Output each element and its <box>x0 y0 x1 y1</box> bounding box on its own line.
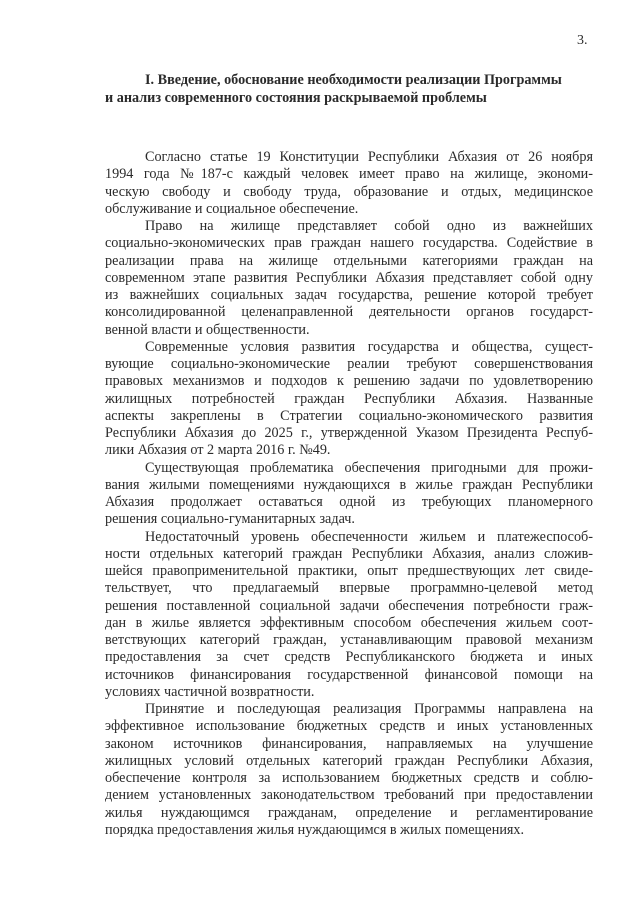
heading-line: и анализ современного состояния раскрываемой проблемы <box>105 90 487 106</box>
text-line: Существующая проблематика обеспечения пригодными для прожи- <box>145 459 593 476</box>
text-line: эффективное использование бюджетных средств и иных установленных <box>105 718 593 735</box>
text-line: вующие социально-экономические реалии требуют совершенствования <box>105 356 593 372</box>
text-line: жилья нуждающимся гражданам, определение и регламентирование <box>105 804 593 821</box>
text-line: дан в жилье является эффективным способом обеспечения жильем соот- <box>105 614 593 631</box>
paragraph <box>105 218 593 339</box>
text-line: тельствует, что предлагаемый впервые программно-целевой метод <box>105 580 593 597</box>
text-line: Принятие и последующая реализация Программы направлена на <box>145 701 593 717</box>
text-line: венной власти и общественности. <box>105 321 310 338</box>
text-line: шейся правоприменительной практики, опыт предшествующих лет свиде- <box>105 563 593 579</box>
text-line: предоставления за счет средств Республиканского бюджета и иных <box>105 649 593 666</box>
paragraph <box>105 701 593 839</box>
heading-line: I. Введение, обоснование необходимости реализации Программы <box>145 72 562 88</box>
text-line: Согласно статье 19 Конституции Республики Абхазия от 26 ноября <box>145 149 593 165</box>
text-line: из важнейших социальных задач государства, решение которой требует <box>105 287 593 303</box>
text-line: дением установленных законодательством требований при предоставлении <box>105 787 593 804</box>
text-line: аспекты закреплены в Стратегии социально-экономического развития <box>105 407 593 424</box>
text-line: решения поставленной социальной задачи обеспечения потребности граж- <box>105 597 593 614</box>
text-line: решения социально-гуманитарных задач. <box>105 511 355 528</box>
paragraph <box>105 339 593 460</box>
text-line: Абхазия продолжает оставаться одной из требующих планомерного <box>105 494 593 510</box>
section-heading <box>105 71 593 107</box>
page-number: 3. <box>577 33 588 48</box>
text-line: лики Абхазия от 2 марта 2016 г. №49. <box>105 442 331 459</box>
text-line: условиях частичной возвратности. <box>105 683 315 700</box>
text-line: вания жилыми помещениями нуждающихся в жилье граждан Республики <box>105 476 593 493</box>
text-line: реализации права на жилище отдельными категориями граждан на <box>105 252 593 269</box>
text-line: источников финансирования государственной финансовой помощи на <box>105 666 593 683</box>
text-line: ветствующих категорий граждан, устанавливающим правовой механизм <box>105 632 593 648</box>
text-line: жилищных условий отдельных категорий граждан Республики Абхазия, <box>105 752 593 769</box>
text-line: ческую свободу и свободу труда, образование и отдых, медицинское <box>105 183 593 200</box>
text-line: ности отдельных категорий граждан Республики Абхазия, анализ сложив- <box>105 545 593 562</box>
text-line: законом источников финансирования, направляемых на улучшение <box>105 735 593 752</box>
text-line: Республики Абхазия до 2025 г., утвержденной Указом Президента Респуб- <box>105 425 593 441</box>
text-line: жилищных потребностей граждан Республики Абхазия. Названные <box>105 390 593 407</box>
text-line: социально-экономических прав граждан нашего государства. Содействие в <box>105 235 593 252</box>
text-line: обслуживание и социальное обеспечение. <box>105 200 359 217</box>
text-line: Право на жилище представляет собой одно из важнейших <box>145 218 593 234</box>
text-line: порядка предоставления жилья нуждающимся в жилых помещениях. <box>105 821 525 838</box>
text-line: консолидированной целенаправленной деятельности органов государст- <box>105 304 593 321</box>
paragraph <box>105 529 593 702</box>
text-line: Современные условия развития государства и общества, сущест- <box>145 338 593 355</box>
text-line: 1994 года №187-с каждый человек имеет право на жилище, экономи- <box>105 166 593 183</box>
paragraph <box>105 460 593 529</box>
text-line: обеспечение контроля за использованием бюджетных средств и соблю- <box>105 770 593 786</box>
text-line: современном этапе развития Республики Абхазия представляет собой одну <box>105 269 593 286</box>
text-line: Недостаточный уровень обеспеченности жильем и платежеспособ- <box>145 528 593 545</box>
text-line: правовых механизмов и подходов к решению задачи по удовлетворению <box>105 373 593 390</box>
paragraph <box>105 149 593 218</box>
document-body <box>105 149 593 839</box>
